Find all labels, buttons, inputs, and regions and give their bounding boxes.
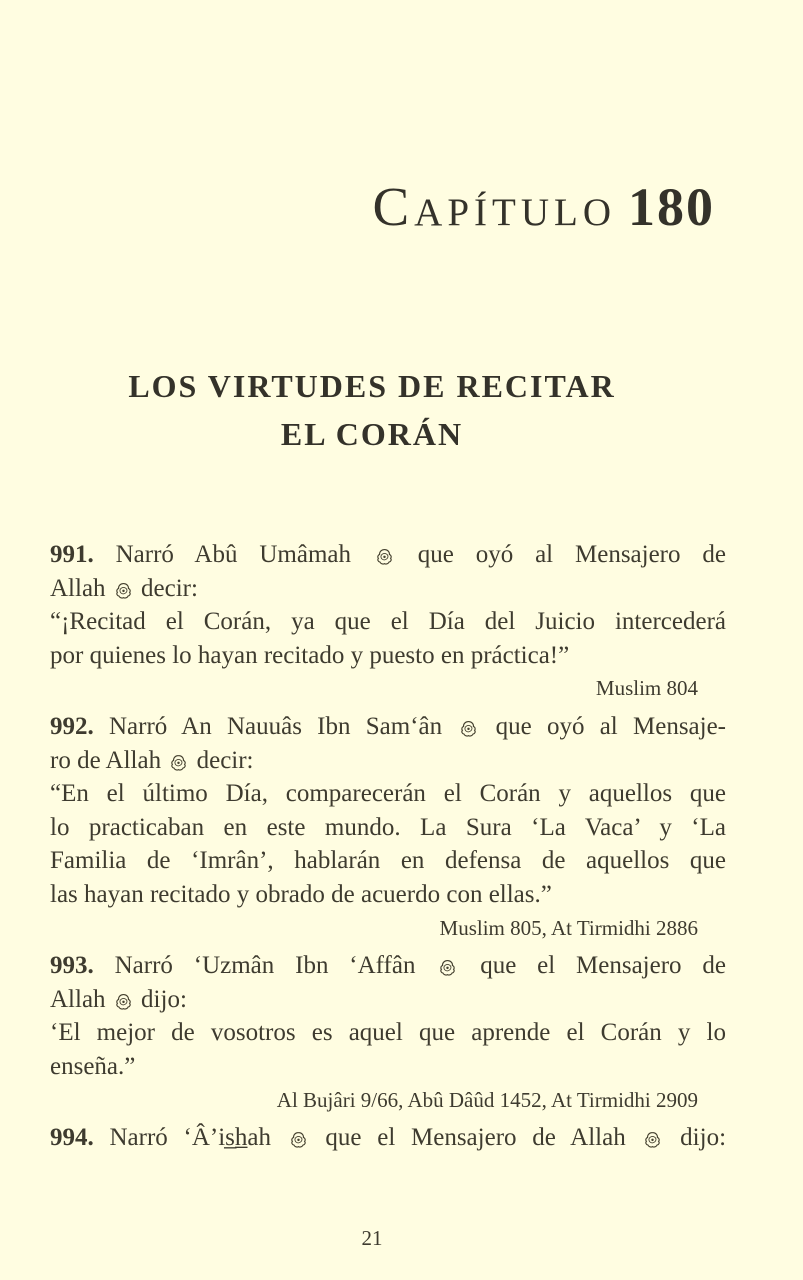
paragraph-line: “En el último Día, comparecerán el Corán y aquellos que xyxy=(50,780,726,808)
paragraph-line: enseña.” xyxy=(50,1052,136,1080)
section-heading xyxy=(0,362,744,458)
source-reference: Muslim 804 xyxy=(595,676,698,701)
paragraph-line: 993. Narró ‘Uzmân Ibn ‘Affân que el Mensajero de xyxy=(50,952,726,980)
source-reference: Muslim 805, At Tirmidhi 2886 xyxy=(439,915,698,940)
paragraph-line: 991. Narró Abû Umâmah que oyó al Mensajero de xyxy=(50,541,726,568)
chapter-label: Capítulo xyxy=(372,176,616,237)
honorific-ornament-icon xyxy=(114,582,133,599)
paragraph-line: ‘El mejor de vosotros es aquel que aprende el Corán y lo xyxy=(50,1019,726,1047)
paragraph-line: 992. Narró An Nauuâs Ibn Sam‘ân que oyó al Mensaje- xyxy=(50,712,727,740)
hadith-paragraph xyxy=(50,538,726,706)
honorific-ornament-icon xyxy=(438,959,457,976)
hadith-number: 992. xyxy=(50,712,94,740)
paragraph-line: “¡Recitad el Corán, ya que el Día del Juicio intercederá xyxy=(50,608,726,636)
honorific-ornament-icon xyxy=(169,754,188,771)
hadith-paragraph xyxy=(50,710,726,945)
hadith-number: 991. xyxy=(50,541,94,568)
paragraph-line: lo practicaban en este mundo. La Sura ‘La Vaca’ y ‘La xyxy=(50,813,726,841)
honorific-ornament-icon xyxy=(375,548,394,565)
source-reference: Al Bujâri 9/66, Abû Dâûd 1452, At Tirmidhi 2909 xyxy=(276,1087,698,1112)
paragraph-line: por quienes lo hayan recitado y puesto en práctica!” xyxy=(50,641,570,669)
hadith-paragraph xyxy=(50,949,726,1117)
paragraph-line: ro de Allah decir: xyxy=(50,746,254,774)
paragraph-line: Familia de ‘Imrân’, hablarán en defensa de aquellos que xyxy=(50,847,726,875)
paragraphs xyxy=(50,538,726,1155)
honorific-ornament-icon xyxy=(114,993,133,1010)
hadith-number: 994. xyxy=(50,1124,94,1152)
paragraph-line: Allah decir: xyxy=(50,574,198,602)
paragraph-line: Allah dijo: xyxy=(50,985,187,1013)
chapter-title xyxy=(0,176,715,237)
section-heading-line-2: EL CORÁN xyxy=(280,416,464,452)
honorific-ornament-icon xyxy=(459,720,478,737)
honorific-ornament-icon xyxy=(643,1131,662,1148)
paragraph-line: las hayan recitado y obrado de acuerdo con ellas.” xyxy=(50,880,552,908)
honorific-ornament-icon xyxy=(289,1131,308,1148)
hadith-paragraph xyxy=(50,1121,726,1155)
page-number: 21 xyxy=(361,1226,383,1250)
hadith-number: 993. xyxy=(50,952,94,980)
section-heading-line-1: LOS VIRTUDES DE RECITAR xyxy=(128,368,616,404)
chapter-number: 180 xyxy=(628,177,715,237)
paragraph-line: 994. Narró ‘Â’is̲h̲ah que el Mensajero de Allah dijo: xyxy=(50,1124,727,1152)
